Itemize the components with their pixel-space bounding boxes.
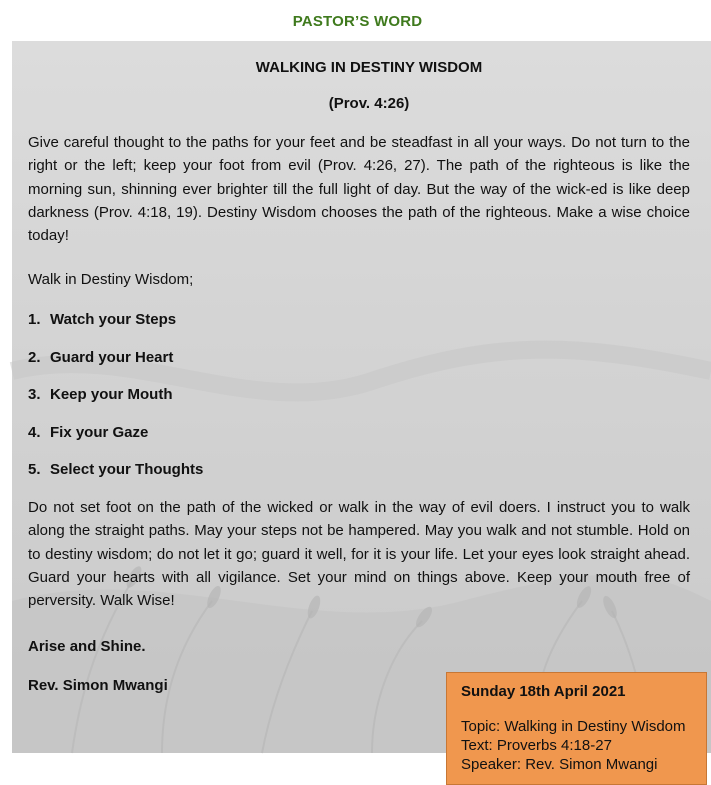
step-number: 2. bbox=[28, 348, 41, 366]
list-item bbox=[28, 461, 203, 499]
author-name: Rev. Simon Mwangi bbox=[28, 677, 168, 694]
closing-line: Arise and Shine. bbox=[28, 638, 146, 655]
step-text: Keep your Mouth bbox=[50, 386, 173, 403]
step-text: Watch your Steps bbox=[50, 311, 177, 328]
closing-paragraph: Do not set foot on the path of the wicked or walk in the way of evil doers. I instruct you to walk along the straight paths. May your steps not be hampered. May you walk and not stumble. Hold on to destiny wisdom; do not let it go; guard it well, for it is your life. Let your eyes look straight ahead. Guard your hearts with all vigilance. Set your mind on things above. Keep your mouth free of perversity. Walk Wise! bbox=[28, 499, 690, 610]
page-header bbox=[0, 0, 711, 40]
step-text: Fix your Gaze bbox=[50, 423, 149, 441]
step-number: 5. bbox=[28, 461, 41, 478]
sermon-date: Sunday 18th April 2021 bbox=[461, 683, 626, 700]
step-text: Guard your Heart bbox=[50, 348, 174, 366]
sermon-info-box bbox=[446, 672, 707, 785]
list-item bbox=[28, 424, 203, 462]
article-title: WALKING IN DESTINY WISDOM bbox=[255, 59, 483, 76]
scripture-reference: (Prov. 4:26) bbox=[328, 95, 410, 112]
step-number: 4. bbox=[28, 423, 41, 441]
article-panel bbox=[12, 41, 711, 773]
step-number: 3. bbox=[28, 386, 41, 403]
step-number: 1. bbox=[28, 311, 41, 328]
step-text: Select your Thoughts bbox=[50, 461, 204, 478]
steps-list bbox=[28, 311, 203, 499]
intro-paragraph: Give careful thought to the paths for your feet and be steadfast in all your ways. Do not turn to the right or the left; keep your foot from evil (Prov. 4:26, 27). The path of the righteous is like the morning sun, shinning ever brighter till the full light of day. But the way of the wick-ed is like deep darkness (Prov. 4:18, 19). Destiny Wisdom chooses the path of the righteous. Make a wise choice today! bbox=[28, 134, 690, 245]
sermon-text: Text: Proverbs 4:18-27 bbox=[461, 737, 612, 754]
sermon-speaker: Speaker: Rev. Simon Mwangi bbox=[461, 756, 658, 773]
section-title: PASTOR’S WORD bbox=[292, 13, 423, 30]
list-item bbox=[28, 349, 203, 387]
sermon-details bbox=[461, 717, 686, 774]
sermon-topic: Topic: Walking in Destiny Wisdom bbox=[461, 718, 686, 735]
list-item bbox=[28, 311, 203, 349]
list-item bbox=[28, 386, 203, 424]
walk-intro: Walk in Destiny Wisdom; bbox=[28, 271, 194, 288]
